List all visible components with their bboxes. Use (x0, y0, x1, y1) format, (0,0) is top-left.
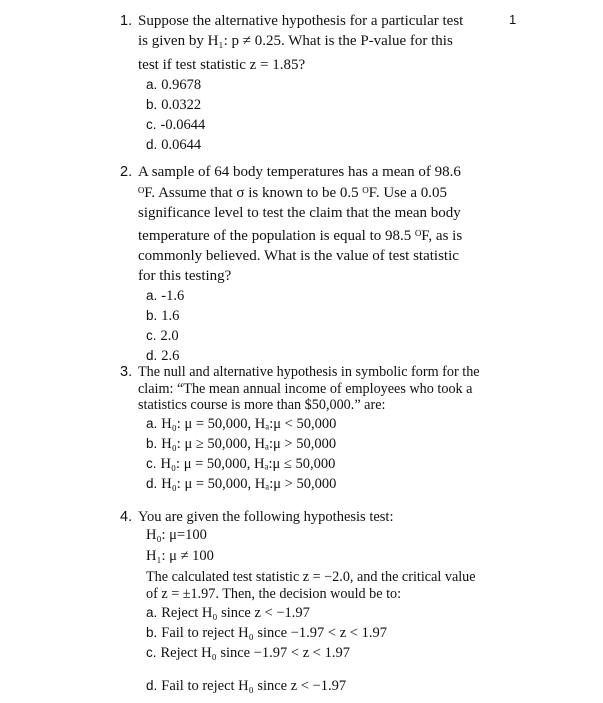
question-4 (120, 508, 510, 696)
option-a[interactable] (146, 75, 510, 95)
question-4-line-1 (120, 508, 510, 526)
option-letter: b. (146, 436, 158, 451)
option-text: 0.9678 (161, 77, 202, 93)
page-number: 1 (509, 12, 517, 27)
question-3-number: 3. (120, 364, 133, 380)
option-b[interactable] (146, 306, 510, 326)
option-text: 0.0644 (161, 137, 202, 153)
option-d[interactable] (146, 474, 510, 494)
option-text: Fail to reject H₀ since −1.97 < z < 1.97 (161, 625, 387, 641)
option-text: H₀: μ = 50,000, Hₐ:μ < 50,000 (161, 416, 337, 432)
question-3 (120, 364, 510, 494)
question-4-number: 4. (120, 509, 133, 525)
question-text: statistics course is more than $50,000.” are: (138, 397, 386, 413)
question-text: A sample of 64 body temperatures has a mean of 98.6 (138, 164, 461, 180)
option-text: 2.0 (160, 328, 179, 344)
option-a[interactable] (146, 414, 510, 434)
option-letter: c. (146, 328, 157, 343)
option-letter: b. (146, 97, 158, 112)
question-detail: of z = ±1.97. Then, the decision would be to: (146, 586, 402, 602)
option-text: Reject H₀ since z < −1.97 (161, 605, 310, 621)
option-a[interactable] (146, 286, 510, 306)
question-text: commonly believed. What is the value of test statistic (138, 248, 459, 264)
option-a[interactable] (146, 603, 510, 623)
question-text: for this testing? (138, 268, 232, 284)
option-letter: b. (146, 625, 158, 640)
option-b[interactable] (146, 623, 510, 643)
option-letter: a. (146, 77, 158, 92)
option-text: 0.0322 (161, 97, 202, 113)
option-c[interactable] (146, 326, 510, 346)
option-letter: d. (146, 137, 158, 152)
option-letter: a. (146, 416, 158, 431)
option-b[interactable] (146, 95, 510, 115)
option-text: H₀: μ = 50,000, Hₐ:μ ≤ 50,000 (160, 456, 336, 472)
question-text: You are given the following hypothesis test: (138, 509, 394, 525)
question-text: significance level to test the claim that the mean body (138, 205, 461, 221)
option-c[interactable] (146, 454, 510, 474)
option-letter: a. (146, 605, 158, 620)
question-text: temperature of the population is equal to 98.5 ᴼF, as is (138, 228, 463, 244)
option-d[interactable] (146, 676, 510, 696)
option-text: -0.0644 (160, 117, 206, 133)
question-text: test if test statistic z = 1.85? (138, 57, 306, 73)
option-d[interactable] (146, 135, 510, 155)
question-detail: The calculated test statistic z = −2.0, and the critical value (146, 569, 476, 585)
question-2-line-1 (120, 162, 510, 182)
question-2-number: 2. (120, 164, 133, 180)
question-1-number: 1. (120, 13, 133, 29)
question-1 (120, 11, 510, 155)
option-letter: b. (146, 308, 158, 323)
option-letter: d. (146, 678, 158, 693)
question-text: The null and alternative hypothesis in symbolic form for the (138, 364, 480, 380)
option-text: Reject H₀ since −1.97 < z < 1.97 (160, 645, 350, 661)
option-c[interactable] (146, 115, 510, 135)
option-letter: d. (146, 476, 158, 491)
option-text: -1.6 (161, 288, 185, 304)
option-text: 2.6 (161, 348, 180, 364)
question-3-line-1 (120, 364, 510, 381)
question-2 (120, 162, 510, 366)
option-letter: c. (146, 456, 157, 471)
option-letter: d. (146, 348, 158, 363)
question-text: Suppose the alternative hypothesis for a particular test (138, 13, 464, 29)
question-text: claim: “The mean annual income of employees who took a (138, 381, 473, 397)
null-hypothesis: H₀: μ=100 (146, 527, 207, 543)
option-letter: c. (146, 117, 157, 132)
option-text: H₀: μ = 50,000, Hₐ:μ > 50,000 (161, 476, 337, 492)
option-c[interactable] (146, 643, 510, 663)
option-letter: c. (146, 645, 157, 660)
question-text: ᴼF. Assume that σ is known to be 0.5 ᴼF. Use a 0.05 (138, 185, 448, 201)
option-text: H₀: μ ≥ 50,000, Hₐ:μ > 50,000 (161, 436, 337, 452)
option-text: 1.6 (161, 308, 180, 324)
alt-hypothesis: H₁: μ ≠ 100 (146, 548, 214, 564)
option-d[interactable] (146, 346, 510, 366)
question-1-line-1 (120, 11, 510, 31)
option-b[interactable] (146, 434, 510, 454)
option-letter: a. (146, 288, 158, 303)
question-text: is given by H₁: p ≠ 0.25. What is the P-value for this (138, 33, 453, 49)
option-text: Fail to reject H₀ since z < −1.97 (161, 678, 347, 694)
